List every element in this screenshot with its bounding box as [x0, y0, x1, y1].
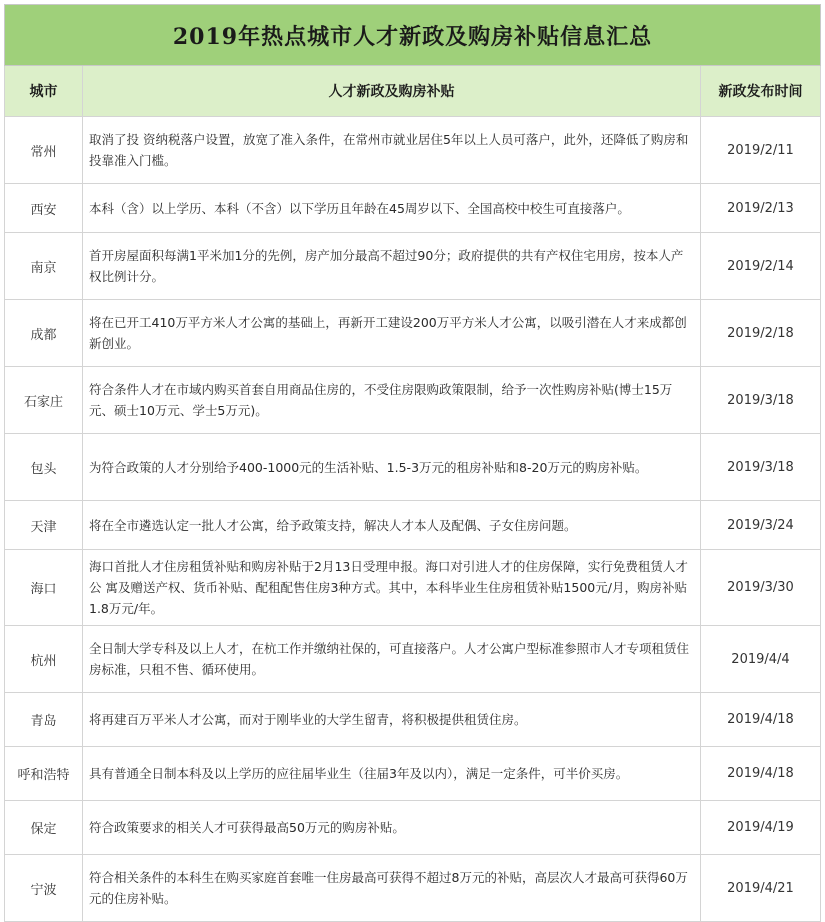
policy-cell: 符合条件人才在市域内购买首套自用商品住房的，不受住房限购政策限制，给予一次性购房补贴(博士15万元、硕士10万元、学士5万元)。 — [83, 367, 701, 434]
city-cell: 南京 — [5, 233, 83, 300]
policy-cell: 将再建百万平米人才公寓，而对于刚毕业的大学生留青，将积极提供租赁住房。 — [83, 693, 701, 747]
date-cell: 2019/3/18 — [701, 367, 821, 434]
header-row — [5, 66, 821, 117]
table-title: 2019年热点城市人才新政及购房补贴信息汇总 — [5, 5, 821, 66]
table-row — [5, 434, 821, 501]
city-cell: 成都 — [5, 300, 83, 367]
policy-cell: 将在全市遴选认定一批人才公寓，给予政策支持，解决人才本人及配偶、子女住房问题。 — [83, 501, 701, 550]
policy-cell: 本科（含）以上学历、本科（不含）以下学历且年龄在45周岁以下、全国高校中校生可直接落户。 — [83, 184, 701, 233]
city-cell: 宁波 — [5, 855, 83, 922]
policy-table-container — [4, 4, 820, 906]
city-cell: 天津 — [5, 501, 83, 550]
header-date: 新政发布时间 — [701, 66, 821, 117]
date-cell: 2019/3/30 — [701, 550, 821, 626]
policy-cell: 取消了投 资纳税落户设置，放宽了准入条件，在常州市就业居住5年以上人员可落户，此外，还降低了购房和投靠准入门槛。 — [83, 117, 701, 184]
date-cell: 2019/3/18 — [701, 434, 821, 501]
policy-cell: 将在已开工410万平方米人才公寓的基础上，再新开工建设200万平方米人才公寓，以吸引潜在人才来成都创新创业。 — [83, 300, 701, 367]
table-row — [5, 233, 821, 300]
table-row — [5, 117, 821, 184]
date-cell: 2019/4/21 — [701, 855, 821, 922]
date-cell: 2019/4/18 — [701, 693, 821, 747]
policy-table — [4, 4, 821, 922]
city-cell: 常州 — [5, 117, 83, 184]
date-cell: 2019/4/4 — [701, 626, 821, 693]
table-row — [5, 801, 821, 855]
header-city: 城市 — [5, 66, 83, 117]
table-row — [5, 626, 821, 693]
date-cell: 2019/2/18 — [701, 300, 821, 367]
date-cell: 2019/2/14 — [701, 233, 821, 300]
date-cell: 2019/2/13 — [701, 184, 821, 233]
table-row — [5, 367, 821, 434]
city-cell: 西安 — [5, 184, 83, 233]
city-cell: 杭州 — [5, 626, 83, 693]
table-row — [5, 184, 821, 233]
table-row — [5, 855, 821, 922]
table-row — [5, 550, 821, 626]
policy-cell: 符合相关条件的本科生在购买家庭首套唯一住房最高可获得不超过8万元的补贴，高层次人才最高可获得60万元的住房补贴。 — [83, 855, 701, 922]
city-cell: 包头 — [5, 434, 83, 501]
date-cell: 2019/4/18 — [701, 747, 821, 801]
city-cell: 呼和浩特 — [5, 747, 83, 801]
date-cell: 2019/2/11 — [701, 117, 821, 184]
table-row — [5, 501, 821, 550]
policy-cell: 首开房屋面积每满1平米加1分的先例，房产加分最高不超过90分；政府提供的共有产权住宅用房，按本人产权比例计分。 — [83, 233, 701, 300]
policy-cell: 为符合政策的人才分别给予400-1000元的生活补贴、1.5-3万元的租房补贴和8-20万元的购房补贴。 — [83, 434, 701, 501]
header-policy: 人才新政及购房补贴 — [83, 66, 701, 117]
table-row — [5, 693, 821, 747]
policy-cell: 海口首批人才住房租赁补贴和购房补贴于2月13日受理申报。海口对引进人才的住房保障，实行免费租赁人才公 寓及赠送产权、货币补贴、配租配售住房3种方式。其中，本科毕业生住房租赁补贴1500元/月，购房补贴1.8万元/年。 — [83, 550, 701, 626]
city-cell: 保定 — [5, 801, 83, 855]
date-cell: 2019/3/24 — [701, 501, 821, 550]
city-cell: 石家庄 — [5, 367, 83, 434]
city-cell: 青岛 — [5, 693, 83, 747]
table-row — [5, 300, 821, 367]
title-row — [5, 5, 821, 66]
policy-cell: 具有普通全日制本科及以上学历的应往届毕业生（往届3年及以内），满足一定条件，可半价买房。 — [83, 747, 701, 801]
city-cell: 海口 — [5, 550, 83, 626]
policy-cell: 符合政策要求的相关人才可获得最高50万元的购房补贴。 — [83, 801, 701, 855]
policy-cell: 全日制大学专科及以上人才，在杭工作并缴纳社保的，可直接落户。人才公寓户型标准参照市人才专项租赁住房标准，只租不售、循环使用。 — [83, 626, 701, 693]
date-cell: 2019/4/19 — [701, 801, 821, 855]
table-row — [5, 747, 821, 801]
